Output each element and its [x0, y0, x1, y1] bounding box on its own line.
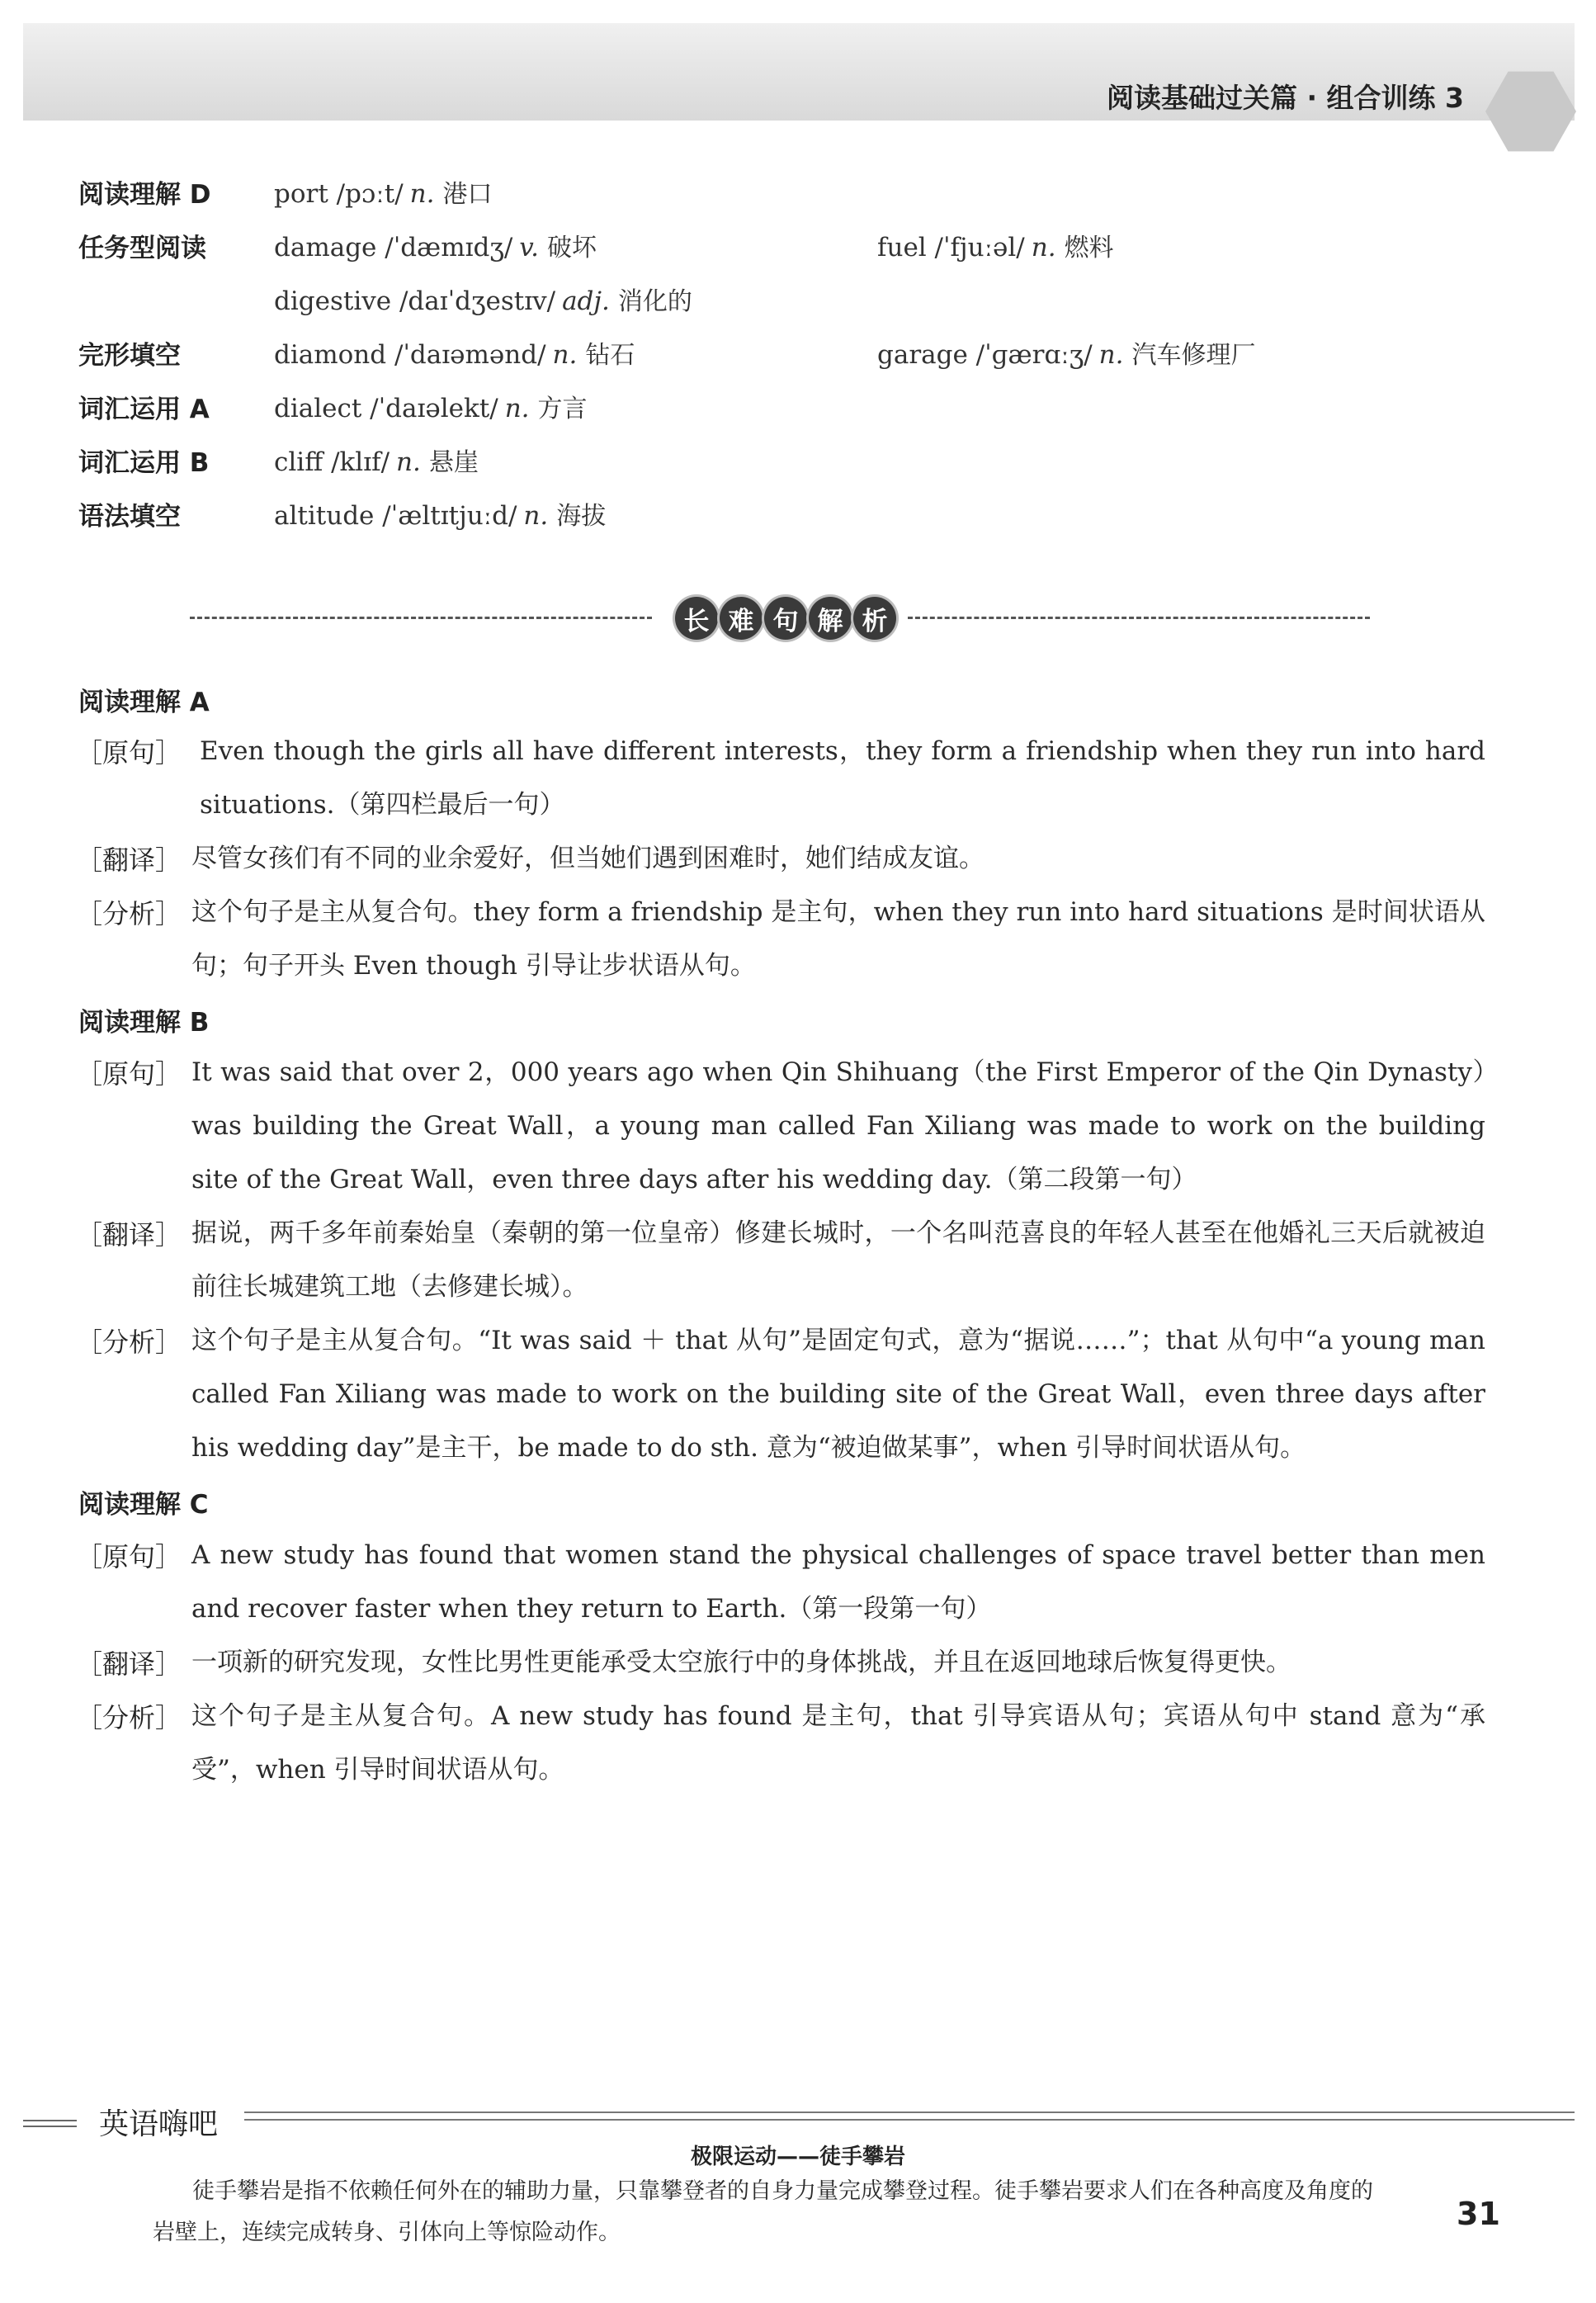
vocab-meaning: 方言 — [537, 395, 588, 423]
vocab-word: digestive /daɪˈdʒestɪv/ — [274, 286, 556, 316]
banner-char: 解 — [809, 597, 852, 640]
footer-rule-left — [23, 2126, 77, 2127]
vocab-pos: n. — [523, 501, 549, 531]
item-tag: ［翻译］ — [76, 844, 182, 876]
vocab-row-label: 语法填空 — [78, 502, 181, 532]
item-text: 这个句子是主从复合句。they form a friendship 是主句，when they run into hard situations 是时间状语从句；句子开头 Even though 引导让步状语从句。 — [191, 897, 1485, 981]
footer-body: 徒手攀岩是指不依赖任何外在的辅助力量，只靠攀登者的自身力量完成攀登过程。徒手攀岩要求人们在各种高度及角度的岩壁上，连续完成转身、引体向上等惊险动作。 — [153, 2178, 1373, 2245]
vocab-meaning: 钻石 — [585, 341, 635, 370]
section-title: 阅读理解 A — [78, 688, 210, 717]
vocab-row — [78, 173, 1481, 215]
item-text: 据说，两千多年前秦始皇（秦朝的第一位皇帝）修建长城时，一个名叫范喜良的年轻人甚至在他婚礼三天后就被迫前往长城建筑工地（去修建长城）。 — [191, 1218, 1485, 1302]
vocab-meaning: 燃料 — [1064, 234, 1114, 262]
vocab-pos: adj. — [562, 286, 610, 316]
vocab-entry — [877, 227, 1114, 263]
vocab-row — [78, 388, 1481, 429]
vocab-row — [78, 495, 1481, 537]
vocab-pos: n. — [396, 447, 421, 477]
vocab-meaning: 港口 — [442, 180, 493, 209]
banner-dashed-line-left — [190, 617, 652, 619]
vocab-entry — [877, 334, 1256, 371]
vocab-word: altitude /ˈæltɪtjuːd/ — [274, 501, 517, 531]
vocab-row-label: 词汇运用 B — [78, 448, 210, 478]
footer-rule-left — [23, 2120, 77, 2121]
vocab-pos: n. — [504, 394, 530, 423]
vocab-pos: v. — [519, 233, 539, 262]
vocab-entry — [274, 173, 492, 210]
vocab-entry — [274, 495, 606, 532]
item-text: Even though the girls all have different interests，they form a friendship when they run into hard situations.（第四栏最后一句） — [200, 736, 1485, 820]
item-tag: ［原句］ — [76, 737, 182, 768]
item-tag: ［翻译］ — [76, 1219, 182, 1251]
section-title: 阅读理解 B — [78, 1008, 210, 1038]
banner-dashed-line-right — [908, 617, 1370, 619]
page-header-title: 阅读基础过关篇 · 组合训练 3 — [1107, 82, 1464, 114]
page-number: 31 — [1457, 2196, 1500, 2232]
item-text: 这个句子是主从复合句。A new study has found 是主句，that 引导宾语从句；宾语从句中 stand 意为“承受”，when 引导时间状语从句。 — [191, 1701, 1485, 1785]
vocab-pos: n. — [1098, 340, 1124, 370]
vocab-meaning: 汽车修理厂 — [1131, 341, 1256, 370]
banner-char: 难 — [720, 597, 763, 640]
item-tag: ［分析］ — [76, 1326, 182, 1358]
banner-char: 句 — [764, 597, 807, 640]
vocab-entry — [274, 388, 588, 424]
banner-char: 长 — [675, 597, 718, 640]
item-tag: ［原句］ — [76, 1058, 182, 1090]
item-text: 一项新的研究发现，女性比男性更能承受太空旅行中的身体挑战，并且在返回地球后恢复得更快。 — [191, 1648, 1291, 1677]
item-tag: ［原句］ — [76, 1541, 182, 1572]
vocab-row-label: 阅读理解 D — [78, 180, 211, 210]
banner-title — [675, 590, 896, 648]
item-text: 这个句子是主从复合句。“It was said ＋ that 从句”是固定句式，意为“据说……”；that 从句中“a young man called Fan Xiliang was made to work on the building site of the Great Wall，even three days after his wedding day”是主干，be made to do sth. 意为“被迫做某事”，when 引导时间状语从句。 — [191, 1326, 1485, 1463]
vocab-pos: n. — [409, 179, 435, 209]
vocab-meaning: 破坏 — [547, 234, 597, 262]
vocab-row — [78, 227, 1481, 268]
vocab-meaning: 海拔 — [556, 502, 607, 531]
vocab-entry — [274, 227, 597, 263]
vocab-entry — [274, 281, 692, 317]
banner-char: 析 — [853, 597, 896, 640]
vocab-row — [78, 281, 1481, 322]
footer-brand: 英语嗨吧 — [99, 2107, 219, 2141]
section-title: 阅读理解 C — [78, 1490, 209, 1520]
vocab-pos: n. — [1031, 233, 1056, 262]
vocab-row-label: 任务型阅读 — [78, 234, 206, 263]
vocab-word: dialect /ˈdaɪəlekt/ — [274, 394, 498, 423]
item-tag: ［分析］ — [76, 898, 182, 929]
vocab-meaning: 悬崖 — [428, 448, 479, 477]
vocab-word: cliff /klɪf/ — [274, 447, 390, 477]
item-text: It was said that over 2，000 years ago when Qin Shihuang（the First Emperor of the Qin Dynasty）was building the Great Wall，a young man called Fan Xiliang was made to work on the building site of the Great Wall，even three days after his wedding day.（第二段第一句） — [191, 1057, 1485, 1194]
vocab-row-label: 完形填空 — [78, 341, 181, 371]
section-banner — [190, 590, 1370, 648]
vocab-word: fuel /ˈfjuːəl/ — [877, 233, 1025, 262]
vocab-word: diamond /ˈdaɪəmənd/ — [274, 340, 546, 370]
vocab-row — [78, 334, 1481, 376]
item-text: 尽管女孩们有不同的业余爱好，但当她们遇到困难时，她们结成友谊。 — [191, 844, 985, 873]
item-tag: ［翻译］ — [76, 1648, 182, 1680]
vocab-word: port /pɔːt/ — [274, 179, 404, 209]
vocab-entry — [274, 334, 635, 371]
vocab-meaning: 消化的 — [617, 287, 692, 316]
item-text: A new study has found that women stand the physical challenges of space travel better than men and recover faster when they return to Earth.（第一段第一句） — [191, 1540, 1485, 1624]
vocab-pos: n. — [552, 340, 578, 370]
vocab-row-label: 词汇运用 A — [78, 395, 210, 424]
vocab-word: garage /ˈɡærɑːʒ/ — [877, 340, 1093, 370]
vocab-entry — [274, 442, 479, 478]
footer-rule — [244, 2111, 1575, 2113]
footer-heading: 极限运动——徒手攀岩 — [690, 2145, 905, 2169]
item-tag: ［分析］ — [76, 1702, 182, 1733]
vocab-row — [78, 442, 1481, 483]
footer-rule — [244, 2119, 1575, 2121]
vocab-word: damage /ˈdæmɪdʒ/ — [274, 233, 513, 262]
